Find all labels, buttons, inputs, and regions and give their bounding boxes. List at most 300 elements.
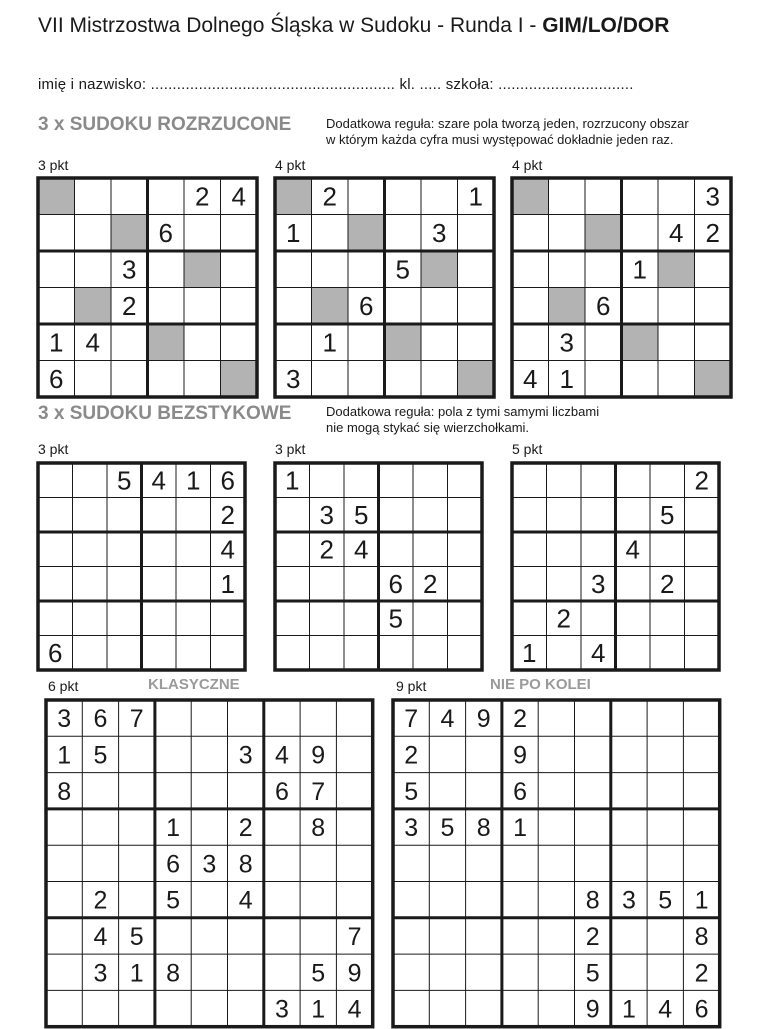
grid-cell[interactable] bbox=[336, 845, 372, 881]
grid-cell[interactable] bbox=[466, 845, 502, 881]
grid-cell[interactable] bbox=[585, 178, 622, 215]
grid-cell[interactable] bbox=[421, 361, 458, 398]
grid-cell[interactable] bbox=[379, 636, 414, 671]
grid-cell[interactable] bbox=[549, 178, 586, 215]
grid-cell[interactable] bbox=[547, 498, 582, 533]
grid-cell[interactable] bbox=[683, 809, 719, 845]
shaded-cell[interactable] bbox=[111, 215, 148, 252]
grid-cell[interactable] bbox=[512, 251, 549, 288]
grid-cell[interactable] bbox=[348, 251, 385, 288]
grid-cell[interactable] bbox=[458, 215, 495, 252]
grid-cell[interactable] bbox=[611, 918, 647, 954]
grid-cell[interactable] bbox=[616, 601, 651, 636]
grid-cell[interactable] bbox=[107, 567, 142, 602]
grid-cell[interactable] bbox=[448, 567, 483, 602]
grid-cell[interactable] bbox=[413, 532, 448, 567]
grid-cell[interactable] bbox=[107, 636, 142, 671]
grid-cell[interactable] bbox=[448, 498, 483, 533]
grid-cell[interactable] bbox=[647, 954, 683, 990]
grid-cell[interactable] bbox=[300, 700, 336, 736]
grid-cell[interactable] bbox=[385, 361, 422, 398]
grid-cell[interactable] bbox=[155, 990, 191, 1026]
grid-cell[interactable] bbox=[228, 918, 264, 954]
shaded-cell[interactable] bbox=[695, 361, 732, 398]
grid-cell[interactable] bbox=[647, 736, 683, 772]
grid-cell[interactable] bbox=[413, 463, 448, 498]
shaded-cell[interactable] bbox=[75, 288, 112, 325]
grid-cell[interactable] bbox=[429, 773, 465, 809]
grid-cell[interactable] bbox=[221, 251, 258, 288]
shaded-cell[interactable] bbox=[38, 178, 75, 215]
grid-cell[interactable] bbox=[119, 882, 155, 918]
grid-cell[interactable] bbox=[148, 178, 185, 215]
grid-cell[interactable] bbox=[228, 990, 264, 1026]
grid-cell[interactable] bbox=[685, 636, 720, 671]
grid-cell[interactable] bbox=[575, 773, 611, 809]
grid-cell[interactable] bbox=[685, 498, 720, 533]
grid-cell[interactable] bbox=[73, 463, 108, 498]
section1-rule-line2: w którym każda cyfra musi występować dokładnie jeden raz. bbox=[326, 132, 674, 147]
grid-cell[interactable] bbox=[647, 773, 683, 809]
grid-cell[interactable] bbox=[111, 324, 148, 361]
grid-cell[interactable] bbox=[466, 990, 502, 1026]
grid-cell[interactable] bbox=[211, 636, 246, 671]
grid-cell[interactable] bbox=[275, 288, 312, 325]
grid-cell[interactable] bbox=[73, 567, 108, 602]
grid-cell[interactable] bbox=[191, 990, 227, 1026]
grid-cell[interactable] bbox=[512, 463, 547, 498]
shaded-cell[interactable] bbox=[458, 361, 495, 398]
grid-cell[interactable] bbox=[650, 532, 685, 567]
grid-cell[interactable] bbox=[38, 251, 75, 288]
grid-cell[interactable] bbox=[155, 918, 191, 954]
grid-cell[interactable] bbox=[38, 567, 73, 602]
grid-cell[interactable] bbox=[344, 567, 379, 602]
grid-cell[interactable] bbox=[683, 773, 719, 809]
grid-cell[interactable] bbox=[75, 215, 112, 252]
grid-cell[interactable] bbox=[538, 773, 574, 809]
grid-cell[interactable] bbox=[142, 498, 177, 533]
grid-cell[interactable] bbox=[264, 918, 300, 954]
grid-cell[interactable] bbox=[348, 178, 385, 215]
grid-cell[interactable] bbox=[647, 809, 683, 845]
grid-cell[interactable] bbox=[111, 178, 148, 215]
grid-cell[interactable] bbox=[393, 845, 429, 881]
grid-cell[interactable] bbox=[575, 809, 611, 845]
grid-cell[interactable] bbox=[348, 361, 385, 398]
grid-cell[interactable] bbox=[344, 601, 379, 636]
grid-cell[interactable] bbox=[538, 809, 574, 845]
grid-cell[interactable] bbox=[622, 215, 659, 252]
grid-cell[interactable] bbox=[393, 882, 429, 918]
grid-cell[interactable] bbox=[512, 215, 549, 252]
grid-cell[interactable] bbox=[466, 954, 502, 990]
grid-cell[interactable] bbox=[512, 567, 547, 602]
grid-cell[interactable] bbox=[191, 882, 227, 918]
grid-cell[interactable] bbox=[344, 636, 379, 671]
grid-cell[interactable] bbox=[458, 251, 495, 288]
grid-cell[interactable] bbox=[421, 178, 458, 215]
grid-cell[interactable] bbox=[458, 288, 495, 325]
grid-cell[interactable] bbox=[348, 324, 385, 361]
given-digit: 5 bbox=[395, 254, 410, 285]
grid-cell[interactable] bbox=[336, 700, 372, 736]
grid-cell[interactable] bbox=[142, 532, 177, 567]
grid-cell[interactable] bbox=[211, 601, 246, 636]
grid-cell[interactable] bbox=[46, 954, 82, 990]
grid-cell[interactable] bbox=[336, 773, 372, 809]
given-digit: 2 bbox=[513, 705, 528, 734]
shaded-cell[interactable] bbox=[385, 324, 422, 361]
grid-cell[interactable] bbox=[228, 700, 264, 736]
given-digit: 3 bbox=[202, 850, 217, 879]
grid-cell[interactable] bbox=[538, 736, 574, 772]
given-digit: 3 bbox=[705, 181, 720, 212]
grid-cell[interactable] bbox=[616, 463, 651, 498]
grid-cell[interactable] bbox=[585, 361, 622, 398]
grid-cell[interactable] bbox=[547, 567, 582, 602]
grid-cell[interactable] bbox=[647, 700, 683, 736]
grid-cell[interactable] bbox=[111, 361, 148, 398]
grid-cell[interactable] bbox=[184, 324, 221, 361]
grid-cell[interactable] bbox=[647, 845, 683, 881]
grid-cell[interactable] bbox=[148, 288, 185, 325]
grid-cell[interactable] bbox=[312, 251, 349, 288]
shaded-cell[interactable] bbox=[312, 288, 349, 325]
grid-cell[interactable] bbox=[275, 567, 310, 602]
grid-cell[interactable] bbox=[685, 567, 720, 602]
grid-cell[interactable] bbox=[119, 736, 155, 772]
grid-cell[interactable] bbox=[142, 601, 177, 636]
grid-cell[interactable] bbox=[502, 990, 538, 1026]
grid-cell[interactable] bbox=[695, 251, 732, 288]
grid-cell[interactable] bbox=[611, 809, 647, 845]
grid-cell[interactable] bbox=[547, 636, 582, 671]
grid-cell[interactable] bbox=[581, 463, 616, 498]
grid-cell[interactable] bbox=[647, 918, 683, 954]
grid-cell[interactable] bbox=[228, 954, 264, 990]
shaded-cell[interactable] bbox=[512, 178, 549, 215]
shaded-cell[interactable] bbox=[421, 251, 458, 288]
sudoku-grid-classic[interactable] bbox=[44, 698, 375, 1029]
given-digit: 1 bbox=[522, 638, 537, 669]
grid-cell[interactable] bbox=[119, 773, 155, 809]
section1-rule-line1: Dodatkowa reguła: szare pola tworzą jeden, rozrzucony obszar bbox=[326, 116, 689, 131]
grid-cell[interactable] bbox=[46, 845, 82, 881]
shaded-cell[interactable] bbox=[348, 215, 385, 252]
grid-cell[interactable] bbox=[119, 990, 155, 1026]
grid-cell[interactable] bbox=[191, 773, 227, 809]
given-digit: 2 bbox=[322, 181, 337, 212]
grid-cell[interactable] bbox=[221, 288, 258, 325]
grid-cell[interactable] bbox=[264, 700, 300, 736]
grid-cell[interactable] bbox=[538, 990, 574, 1026]
sudoku-grid-scattered-2[interactable] bbox=[273, 176, 496, 399]
sudoku-grid-nontouch-2[interactable] bbox=[273, 461, 484, 672]
grid-cell[interactable] bbox=[547, 532, 582, 567]
grid-cell[interactable] bbox=[38, 463, 73, 498]
grid-cell[interactable] bbox=[46, 990, 82, 1026]
name-field[interactable]: imię i nazwisko: ........................................................ kl. ..... szkoła: ............................... bbox=[38, 76, 634, 93]
grid-cell[interactable] bbox=[310, 601, 345, 636]
grid-cell[interactable] bbox=[38, 532, 73, 567]
grid-cell[interactable] bbox=[413, 498, 448, 533]
grid-cell[interactable] bbox=[448, 532, 483, 567]
grid-cell[interactable] bbox=[393, 918, 429, 954]
grid-cell[interactable] bbox=[502, 882, 538, 918]
grid-cell[interactable] bbox=[155, 773, 191, 809]
grid-cell[interactable] bbox=[73, 636, 108, 671]
grid-cell[interactable] bbox=[502, 845, 538, 881]
grid-cell[interactable] bbox=[575, 845, 611, 881]
grid-cell[interactable] bbox=[75, 361, 112, 398]
grid-cell[interactable] bbox=[683, 845, 719, 881]
puzzle5-points: 3 pkt bbox=[275, 441, 306, 457]
grid-cell[interactable] bbox=[611, 736, 647, 772]
grid-cell[interactable] bbox=[385, 288, 422, 325]
shaded-cell[interactable] bbox=[148, 324, 185, 361]
grid-cell[interactable] bbox=[38, 601, 73, 636]
grid-cell[interactable] bbox=[191, 918, 227, 954]
grid-cell[interactable] bbox=[119, 809, 155, 845]
grid-cell[interactable] bbox=[379, 498, 414, 533]
grid-cell[interactable] bbox=[336, 809, 372, 845]
shaded-cell[interactable] bbox=[221, 361, 258, 398]
grid-cell[interactable] bbox=[448, 636, 483, 671]
shaded-cell[interactable] bbox=[622, 324, 659, 361]
grid-cell[interactable] bbox=[82, 990, 118, 1026]
grid-cell[interactable] bbox=[538, 845, 574, 881]
grid-cell[interactable] bbox=[176, 498, 211, 533]
grid-cell[interactable] bbox=[622, 178, 659, 215]
grid-cell[interactable] bbox=[275, 532, 310, 567]
grid-cell[interactable] bbox=[429, 736, 465, 772]
grid-cell[interactable] bbox=[466, 882, 502, 918]
grid-cell[interactable] bbox=[685, 532, 720, 567]
grid-cell[interactable] bbox=[312, 215, 349, 252]
grid-cell[interactable] bbox=[191, 736, 227, 772]
grid-cell[interactable] bbox=[38, 498, 73, 533]
grid-cell[interactable] bbox=[228, 773, 264, 809]
grid-cell[interactable] bbox=[107, 498, 142, 533]
grid-cell[interactable] bbox=[142, 636, 177, 671]
shaded-cell[interactable] bbox=[184, 251, 221, 288]
grid-cell[interactable] bbox=[275, 498, 310, 533]
grid-cell[interactable] bbox=[502, 954, 538, 990]
grid-cell[interactable] bbox=[148, 251, 185, 288]
grid-cell[interactable] bbox=[429, 954, 465, 990]
grid-cell[interactable] bbox=[336, 736, 372, 772]
grid-cell[interactable] bbox=[538, 918, 574, 954]
given-digit: 8 bbox=[57, 777, 72, 806]
grid-cell[interactable] bbox=[683, 736, 719, 772]
grid-cell[interactable] bbox=[73, 498, 108, 533]
given-digit: 8 bbox=[311, 814, 326, 843]
grid-cell[interactable] bbox=[300, 882, 336, 918]
grid-cell[interactable] bbox=[300, 845, 336, 881]
grid-cell[interactable] bbox=[176, 636, 211, 671]
grid-cell[interactable] bbox=[107, 532, 142, 567]
grid-cell[interactable] bbox=[429, 990, 465, 1026]
shaded-cell[interactable] bbox=[275, 178, 312, 215]
grid-cell[interactable] bbox=[575, 736, 611, 772]
grid-cell[interactable] bbox=[176, 532, 211, 567]
grid-cell[interactable] bbox=[695, 324, 732, 361]
grid-cell[interactable] bbox=[538, 954, 574, 990]
grid-cell[interactable] bbox=[448, 463, 483, 498]
grid-cell[interactable] bbox=[264, 809, 300, 845]
grid-cell[interactable] bbox=[658, 361, 695, 398]
grid-cell[interactable] bbox=[448, 601, 483, 636]
grid-cell[interactable] bbox=[264, 845, 300, 881]
grid-cell[interactable] bbox=[512, 324, 549, 361]
grid-cell[interactable] bbox=[650, 601, 685, 636]
grid-cell[interactable] bbox=[191, 809, 227, 845]
grid-cell[interactable] bbox=[393, 990, 429, 1026]
grid-cell[interactable] bbox=[393, 954, 429, 990]
grid-cell[interactable] bbox=[502, 918, 538, 954]
grid-cell[interactable] bbox=[191, 700, 227, 736]
grid-cell[interactable] bbox=[385, 215, 422, 252]
grid-cell[interactable] bbox=[176, 567, 211, 602]
grid-cell[interactable] bbox=[46, 809, 82, 845]
grid-cell[interactable] bbox=[184, 288, 221, 325]
grid-cell[interactable] bbox=[616, 636, 651, 671]
grid-cell[interactable] bbox=[142, 567, 177, 602]
grid-cell[interactable] bbox=[275, 324, 312, 361]
given-digit: 8 bbox=[585, 886, 600, 915]
grid-cell[interactable] bbox=[466, 773, 502, 809]
grid-cell[interactable] bbox=[695, 288, 732, 325]
grid-cell[interactable] bbox=[429, 882, 465, 918]
grid-cell[interactable] bbox=[75, 251, 112, 288]
grid-cell[interactable] bbox=[119, 845, 155, 881]
grid-cell[interactable] bbox=[512, 498, 547, 533]
grid-cell[interactable] bbox=[650, 463, 685, 498]
grid-cell[interactable] bbox=[46, 918, 82, 954]
grid-cell[interactable] bbox=[616, 567, 651, 602]
sudoku-grid-scattered-1[interactable] bbox=[36, 176, 259, 399]
grid-cell[interactable] bbox=[581, 498, 616, 533]
grid-cell[interactable] bbox=[184, 215, 221, 252]
grid-cell[interactable] bbox=[82, 809, 118, 845]
grid-cell[interactable] bbox=[683, 700, 719, 736]
grid-cell[interactable] bbox=[512, 601, 547, 636]
grid-cell[interactable] bbox=[310, 636, 345, 671]
grid-cell[interactable] bbox=[581, 532, 616, 567]
grid-cell[interactable] bbox=[466, 918, 502, 954]
grid-cell[interactable] bbox=[379, 532, 414, 567]
shaded-cell[interactable] bbox=[658, 251, 695, 288]
sudoku-grid-nonconsecutive[interactable] bbox=[391, 698, 722, 1029]
grid-cell[interactable] bbox=[264, 954, 300, 990]
grid-cell[interactable] bbox=[221, 324, 258, 361]
grid-cell[interactable] bbox=[379, 463, 414, 498]
grid-cell[interactable] bbox=[310, 463, 345, 498]
grid-cell[interactable] bbox=[176, 601, 211, 636]
grid-cell[interactable] bbox=[336, 882, 372, 918]
grid-cell[interactable] bbox=[275, 601, 310, 636]
grid-cell[interactable] bbox=[512, 288, 549, 325]
grid-cell[interactable] bbox=[38, 215, 75, 252]
grid-cell[interactable] bbox=[310, 567, 345, 602]
grid-cell[interactable] bbox=[575, 700, 611, 736]
grid-cell[interactable] bbox=[82, 773, 118, 809]
shaded-cell[interactable] bbox=[549, 288, 586, 325]
grid-cell[interactable] bbox=[312, 361, 349, 398]
grid-cell[interactable] bbox=[275, 251, 312, 288]
grid-cell[interactable] bbox=[148, 361, 185, 398]
given-digit: 5 bbox=[658, 886, 673, 915]
grid-cell[interactable] bbox=[622, 361, 659, 398]
grid-cell[interactable] bbox=[611, 773, 647, 809]
grid-cell[interactable] bbox=[458, 324, 495, 361]
grid-cell[interactable] bbox=[82, 845, 118, 881]
grid-cell[interactable] bbox=[585, 324, 622, 361]
given-digit: 4 bbox=[523, 364, 538, 395]
grid-cell[interactable] bbox=[658, 288, 695, 325]
grid-cell[interactable] bbox=[685, 601, 720, 636]
grid-cell[interactable] bbox=[658, 324, 695, 361]
grid-cell[interactable] bbox=[549, 251, 586, 288]
grid-cell[interactable] bbox=[538, 882, 574, 918]
grid-cell[interactable] bbox=[73, 601, 108, 636]
shaded-cell[interactable] bbox=[585, 215, 622, 252]
grid-cell[interactable] bbox=[616, 498, 651, 533]
grid-cell[interactable] bbox=[344, 463, 379, 498]
grid-cell[interactable] bbox=[658, 178, 695, 215]
grid-cell[interactable] bbox=[46, 882, 82, 918]
grid-cell[interactable] bbox=[275, 636, 310, 671]
grid-cell[interactable] bbox=[581, 601, 616, 636]
grid-cell[interactable] bbox=[73, 532, 108, 567]
grid-cell[interactable] bbox=[75, 178, 112, 215]
grid-cell[interactable] bbox=[155, 700, 191, 736]
grid-cell[interactable] bbox=[611, 700, 647, 736]
sudoku-grid-scattered-3[interactable] bbox=[510, 176, 733, 399]
grid-cell[interactable] bbox=[512, 532, 547, 567]
grid-cell[interactable] bbox=[413, 636, 448, 671]
grid-cell[interactable] bbox=[622, 288, 659, 325]
grid-cell[interactable] bbox=[421, 288, 458, 325]
grid-cell[interactable] bbox=[538, 700, 574, 736]
grid-cell[interactable] bbox=[466, 736, 502, 772]
grid-cell[interactable] bbox=[385, 178, 422, 215]
grid-cell[interactable] bbox=[264, 882, 300, 918]
grid-cell[interactable] bbox=[300, 918, 336, 954]
sudoku-grid-nontouch-1[interactable] bbox=[36, 461, 247, 672]
grid-cell[interactable] bbox=[650, 636, 685, 671]
grid-cell[interactable] bbox=[585, 251, 622, 288]
grid-cell[interactable] bbox=[421, 324, 458, 361]
sudoku-grid-nontouch-3[interactable] bbox=[510, 461, 721, 672]
grid-cell[interactable] bbox=[549, 215, 586, 252]
given-digit: 5 bbox=[311, 959, 326, 988]
grid-cell[interactable] bbox=[413, 601, 448, 636]
given-digit: 6 bbox=[93, 705, 108, 734]
grid-cell[interactable] bbox=[191, 954, 227, 990]
grid-cell[interactable] bbox=[429, 845, 465, 881]
grid-cell[interactable] bbox=[107, 601, 142, 636]
grid-cell[interactable] bbox=[184, 361, 221, 398]
grid-cell[interactable] bbox=[611, 954, 647, 990]
grid-cell[interactable] bbox=[221, 215, 258, 252]
grid-cell[interactable] bbox=[547, 463, 582, 498]
grid-cell[interactable] bbox=[155, 736, 191, 772]
grid-cell[interactable] bbox=[429, 918, 465, 954]
grid-cell[interactable] bbox=[611, 845, 647, 881]
grid-cell[interactable] bbox=[38, 288, 75, 325]
